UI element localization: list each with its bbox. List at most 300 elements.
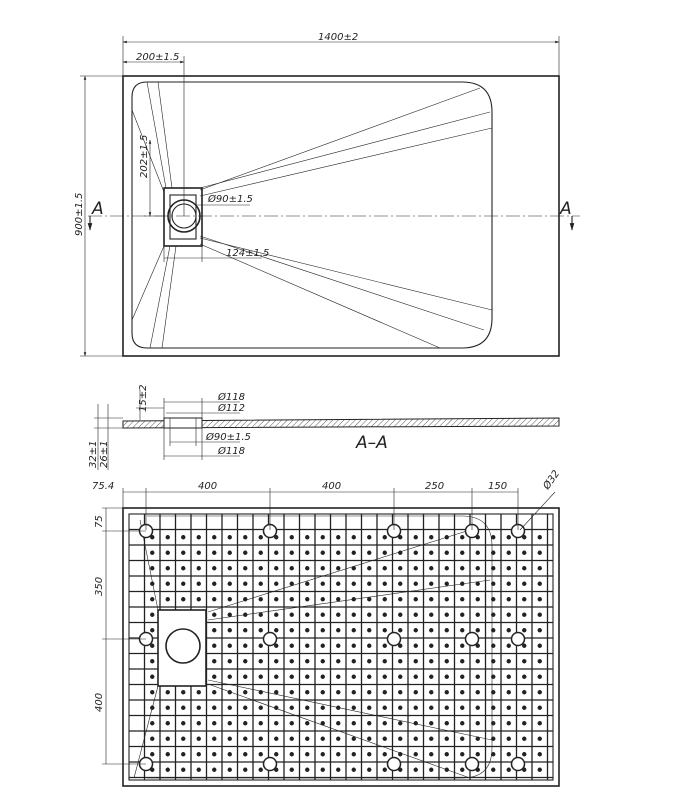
grid-node: [274, 551, 278, 555]
grid-node: [367, 644, 371, 648]
grid-node: [367, 752, 371, 756]
grid-node: [367, 582, 371, 586]
grid-node: [507, 737, 511, 741]
grid-node: [445, 597, 449, 601]
grid-node: [321, 644, 325, 648]
grid-node: [243, 659, 247, 663]
grid-node: [522, 613, 526, 617]
grid-node: [228, 566, 232, 570]
grid-node: [212, 535, 216, 539]
grid-node: [538, 721, 542, 725]
grid-node: [476, 752, 480, 756]
grid-node: [367, 597, 371, 601]
grid-node: [414, 566, 418, 570]
grid-node: [538, 706, 542, 710]
grid-node: [150, 551, 154, 555]
grid-node: [445, 551, 449, 555]
grid-node: [491, 768, 495, 772]
grid-node: [166, 551, 170, 555]
grid-node: [445, 690, 449, 694]
grid-node: [429, 752, 433, 756]
underside-drain-box: [158, 610, 206, 686]
dim-drain-diameter-label: Ø90±1.5: [208, 194, 253, 205]
grid-node: [460, 721, 464, 725]
grid-node: [507, 582, 511, 586]
grid-node: [352, 613, 356, 617]
grid-node: [414, 535, 418, 539]
grid-node: [538, 644, 542, 648]
grid-node: [522, 659, 526, 663]
grid-node: [290, 690, 294, 694]
grid-node: [290, 535, 294, 539]
dim-leader-foot-d: [520, 492, 555, 530]
grid-node: [274, 628, 278, 632]
grid-node: [367, 628, 371, 632]
grid-node: [321, 675, 325, 679]
grid-node: [321, 597, 325, 601]
grid-node: [383, 628, 387, 632]
grid-node: [414, 644, 418, 648]
grid-node: [290, 768, 294, 772]
grid-node: [538, 752, 542, 756]
grid-node: [352, 690, 356, 694]
grid-node: [212, 675, 216, 679]
support-foot: [512, 633, 525, 646]
grid-node: [507, 706, 511, 710]
grid-node: [507, 613, 511, 617]
grid-node: [367, 690, 371, 694]
grid-node: [243, 721, 247, 725]
grid-node: [166, 737, 170, 741]
grid-node: [228, 597, 232, 601]
grid-node: [414, 597, 418, 601]
dim-plate-height-label: 26±1: [99, 440, 110, 468]
support-foot: [512, 758, 525, 771]
grid-node: [166, 566, 170, 570]
grid-node: [243, 752, 247, 756]
grid-node: [398, 613, 402, 617]
grid-node: [212, 721, 216, 725]
grid-node: [197, 752, 201, 756]
grid-node: [460, 675, 464, 679]
grid-node: [212, 706, 216, 710]
grid-node: [476, 597, 480, 601]
grid-node: [367, 659, 371, 663]
grid-node: [460, 690, 464, 694]
grid-node: [414, 721, 418, 725]
grid-node: [336, 659, 340, 663]
grid-node: [538, 566, 542, 570]
grid-node: [321, 551, 325, 555]
grid-node: [507, 675, 511, 679]
section-title: A–A: [356, 433, 388, 453]
grid-node: [383, 737, 387, 741]
dim-vertical-2-label: 400: [94, 692, 105, 712]
grid-node: [383, 613, 387, 617]
support-foot: [388, 633, 401, 646]
grid-node: [243, 566, 247, 570]
grid-node: [476, 613, 480, 617]
grid-node: [228, 582, 232, 586]
grid-node: [181, 768, 185, 772]
grid-node: [274, 566, 278, 570]
grid-node: [476, 706, 480, 710]
grid-node: [166, 768, 170, 772]
grid-node: [305, 551, 309, 555]
grid-node: [259, 706, 263, 710]
grid-node: [336, 597, 340, 601]
dim-d118-bottom-label: Ø118: [218, 446, 245, 457]
grid-node: [476, 690, 480, 694]
grid-node: [398, 582, 402, 586]
dim-vertical-1-label: 350: [94, 576, 105, 596]
grid-node: [476, 675, 480, 679]
grid-node: [445, 613, 449, 617]
grid-node: [398, 597, 402, 601]
grid-node: [243, 582, 247, 586]
grid-node: [538, 675, 542, 679]
grid-node: [383, 566, 387, 570]
grid-node: [367, 613, 371, 617]
grid-node: [321, 566, 325, 570]
grid-node: [538, 597, 542, 601]
grid-node: [352, 628, 356, 632]
grid-node: [538, 582, 542, 586]
grid-node: [398, 690, 402, 694]
grid-node: [538, 613, 542, 617]
grid-node: [321, 690, 325, 694]
grid-node: [352, 551, 356, 555]
dim-drain-frame-label: 124±1.5: [226, 248, 270, 259]
grid-node: [429, 690, 433, 694]
grid-node: [522, 628, 526, 632]
grid-node: [507, 566, 511, 570]
grid-node: [414, 752, 418, 756]
grid-node: [197, 566, 201, 570]
grid-node: [522, 566, 526, 570]
grid-node: [507, 690, 511, 694]
grid-node: [274, 597, 278, 601]
grid-node: [150, 597, 154, 601]
grid-node: [228, 659, 232, 663]
grid-node: [414, 551, 418, 555]
grid-node: [352, 659, 356, 663]
grid-node: [336, 613, 340, 617]
grid-node: [259, 628, 263, 632]
grid-node: [181, 737, 185, 741]
grid-node: [414, 690, 418, 694]
grid-node: [305, 737, 309, 741]
grid-node: [507, 551, 511, 555]
grid-node: [445, 752, 449, 756]
grid-node: [259, 644, 263, 648]
grid-node: [181, 597, 185, 601]
dim-recess-label: 15±2: [138, 384, 149, 412]
grid-node: [476, 659, 480, 663]
grid-node: [445, 706, 449, 710]
grid-node: [290, 737, 294, 741]
grid-node: [460, 706, 464, 710]
grid-node: [321, 582, 325, 586]
grid-node: [243, 628, 247, 632]
grid-node: [305, 582, 309, 586]
grid-node: [522, 551, 526, 555]
grid-node: [197, 597, 201, 601]
grid-node: [290, 675, 294, 679]
bottom-view: [92, 468, 562, 786]
grid-node: [367, 566, 371, 570]
grid-node: [383, 690, 387, 694]
grid-node: [507, 721, 511, 725]
grid-node: [290, 551, 294, 555]
grid-node: [398, 628, 402, 632]
grid-node: [383, 597, 387, 601]
grid-node: [522, 752, 526, 756]
grid-node: [507, 752, 511, 756]
grid-node: [336, 535, 340, 539]
dim-spacing-1-label: 400: [198, 481, 218, 492]
grid-node: [212, 566, 216, 570]
grid-node: [538, 690, 542, 694]
grid-node: [367, 768, 371, 772]
grid-node: [197, 551, 201, 555]
grid-node: [290, 721, 294, 725]
grid-node: [336, 690, 340, 694]
grid-node: [290, 566, 294, 570]
grid-node: [181, 566, 185, 570]
grid-node: [228, 628, 232, 632]
grid-node: [259, 768, 263, 772]
grid-node: [197, 582, 201, 586]
grid-node: [212, 551, 216, 555]
grid-node: [181, 721, 185, 725]
grid-node: [414, 582, 418, 586]
grid-node: [414, 706, 418, 710]
grid-node: [429, 582, 433, 586]
grid-node: [383, 551, 387, 555]
grid-node: [321, 706, 325, 710]
grid-node: [259, 752, 263, 756]
grid-node: [367, 737, 371, 741]
grid-node: [336, 566, 340, 570]
grid-node: [259, 551, 263, 555]
grid-node: [352, 706, 356, 710]
grid-node: [305, 706, 309, 710]
grid-node: [305, 597, 309, 601]
grid-node: [507, 628, 511, 632]
grid-node: [243, 706, 247, 710]
grid-node: [305, 566, 309, 570]
dim-top-offset-label: 75: [94, 515, 105, 528]
grid-node: [274, 752, 278, 756]
grid-node: [150, 566, 154, 570]
grid-node: [228, 737, 232, 741]
grid-node: [460, 566, 464, 570]
grid-node: [460, 535, 464, 539]
dim-d112-label: Ø112: [218, 403, 245, 414]
grid-node: [212, 597, 216, 601]
grid-node: [352, 675, 356, 679]
grid-node: [460, 597, 464, 601]
grid-node: [228, 644, 232, 648]
grid-node: [228, 675, 232, 679]
grid-node: [305, 752, 309, 756]
grid-node: [336, 582, 340, 586]
grid-node: [429, 659, 433, 663]
grid-node: [321, 752, 325, 756]
dim-length-label: 1400±2: [318, 32, 359, 43]
grid-node: [259, 721, 263, 725]
grid-node: [321, 659, 325, 663]
grid-node: [414, 737, 418, 741]
grid-node: [259, 597, 263, 601]
grid-node: [352, 737, 356, 741]
grid-node: [305, 644, 309, 648]
grid-node: [429, 566, 433, 570]
grid-node: [290, 752, 294, 756]
grid-node: [429, 706, 433, 710]
grid-node: [398, 675, 402, 679]
slope-lines: [132, 82, 492, 348]
grid-node: [228, 768, 232, 772]
support-foot: [388, 758, 401, 771]
dim-width-label: 900±1.5: [74, 192, 85, 236]
grid-node: [321, 768, 325, 772]
grid-node: [197, 535, 201, 539]
grid-node: [228, 721, 232, 725]
grid-node: [507, 644, 511, 648]
grid-node: [166, 597, 170, 601]
support-foot: [466, 758, 479, 771]
grid-node: [522, 597, 526, 601]
grid-node: [367, 535, 371, 539]
grid-node: [398, 721, 402, 725]
grid-node: [305, 659, 309, 663]
grid-node: [336, 721, 340, 725]
grid-node: [228, 752, 232, 756]
grid-node: [429, 628, 433, 632]
grid-node: [383, 721, 387, 725]
grid-node: [398, 566, 402, 570]
grid-node: [352, 535, 356, 539]
grid-node: [367, 675, 371, 679]
grid-node: [367, 551, 371, 555]
grid-node: [166, 752, 170, 756]
grid-node: [212, 690, 216, 694]
grid-node: [290, 659, 294, 663]
grid-node: [166, 721, 170, 725]
grid-node: [429, 768, 433, 772]
grid-node: [429, 535, 433, 539]
grid-node: [150, 690, 154, 694]
grid-node: [445, 659, 449, 663]
grid-node: [166, 535, 170, 539]
grid-node: [274, 737, 278, 741]
grid-node: [336, 551, 340, 555]
grid-node: [445, 737, 449, 741]
grid-node: [305, 613, 309, 617]
section-view: [88, 385, 559, 470]
grid-node: [197, 737, 201, 741]
grid-node: [150, 721, 154, 725]
grid-node: [460, 659, 464, 663]
grid-node: [290, 706, 294, 710]
dim-left-offset-label: 75.4: [92, 481, 115, 492]
grid-node: [445, 721, 449, 725]
grid-node: [166, 690, 170, 694]
grid-node: [243, 737, 247, 741]
grid-node: [305, 675, 309, 679]
dim-drain-x-label: 200±1.5: [136, 52, 180, 63]
grid-node: [460, 752, 464, 756]
grid-node: [212, 628, 216, 632]
grid-node: [352, 768, 356, 772]
grid-node: [522, 737, 526, 741]
grid-node: [321, 535, 325, 539]
grid-node: [212, 659, 216, 663]
grid-node: [398, 706, 402, 710]
grid-node: [507, 659, 511, 663]
grid-node: [414, 659, 418, 663]
grid-node: [336, 644, 340, 648]
grid-node: [352, 721, 356, 725]
grid-node: [460, 737, 464, 741]
grid-node: [445, 582, 449, 586]
top-view: [74, 32, 580, 356]
grid-node: [522, 721, 526, 725]
grid-node: [197, 690, 201, 694]
grid-node: [197, 768, 201, 772]
grid-node: [290, 597, 294, 601]
grid-node: [522, 706, 526, 710]
grid-node: [445, 566, 449, 570]
grid-node: [429, 551, 433, 555]
grid-node: [538, 535, 542, 539]
dim-d90-label: Ø90±1.5: [206, 432, 251, 443]
grid-node: [181, 706, 185, 710]
grid-node: [150, 659, 154, 663]
grid-node: [460, 768, 464, 772]
grid-node: [259, 737, 263, 741]
grid-node: [336, 628, 340, 632]
support-foot: [264, 758, 277, 771]
dim-drain-y-label: 202±1.5: [139, 134, 150, 178]
grid-node: [429, 613, 433, 617]
support-foot: [264, 633, 277, 646]
grid-node: [150, 613, 154, 617]
grid-node: [150, 628, 154, 632]
grid-node: [460, 613, 464, 617]
grid-node: [243, 644, 247, 648]
grid-node: [414, 628, 418, 632]
grid-node: [538, 551, 542, 555]
section-mark-right: A: [560, 199, 572, 219]
grid-node: [290, 628, 294, 632]
grid-node: [414, 768, 418, 772]
grid-node: [383, 659, 387, 663]
grid-node: [538, 628, 542, 632]
grid-node: [429, 737, 433, 741]
grid-node: [352, 752, 356, 756]
grid-node: [476, 566, 480, 570]
grid-node: [212, 768, 216, 772]
dim-d118-top-label: Ø118: [218, 392, 245, 403]
grid-node: [460, 551, 464, 555]
grid-node: [243, 675, 247, 679]
grid-node: [181, 551, 185, 555]
grid-node: [476, 721, 480, 725]
grid-node: [290, 613, 294, 617]
